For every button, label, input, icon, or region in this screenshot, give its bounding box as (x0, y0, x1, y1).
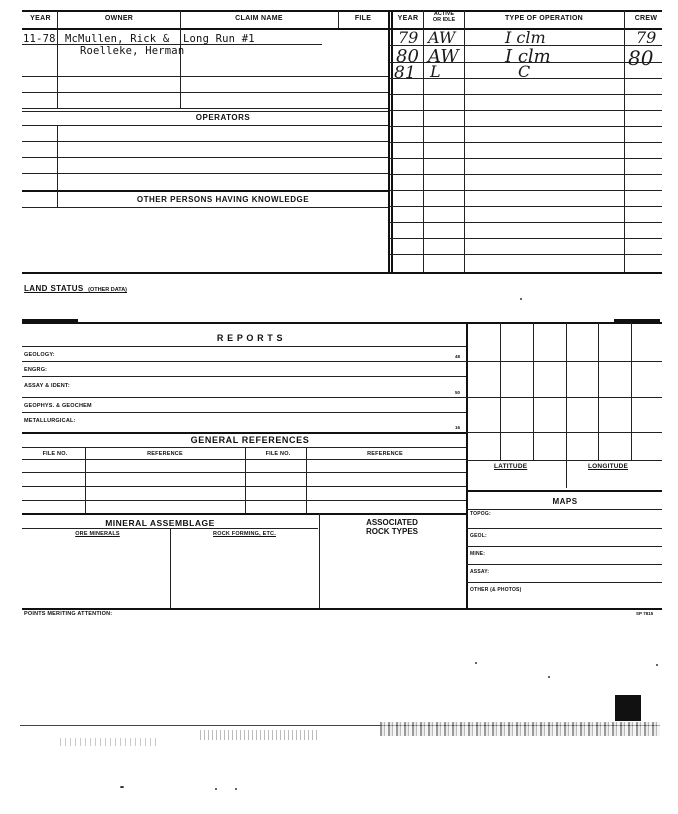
latitude-label: LATITUDE (494, 463, 528, 470)
points-meriting-attention: POINTS MERITING ATTENTION: (24, 611, 113, 617)
associated-line1: ASSOCIATED (366, 518, 418, 527)
reports-num-50: 50 (455, 390, 461, 395)
header-active-line1: ACTIVE (433, 11, 455, 17)
maps-row-topog: TOPOG: (470, 511, 491, 517)
ore-minerals-label: ORE MINERALS (75, 531, 120, 537)
maps-row-assay: ASSAY: (470, 569, 490, 575)
activity-row-2-operation: I clm (505, 46, 551, 67)
activity-row-2-crew: 80 (628, 46, 654, 70)
activity-row-3-year: 81 (394, 63, 416, 83)
activity-row-1-operation: I clm (505, 28, 546, 47)
reports-row-assay: ASSAY & IDENT: (24, 383, 70, 389)
land-status-label (24, 278, 127, 296)
activity-row-3-status: L (430, 62, 441, 81)
activity-row-3-operation: C (518, 62, 531, 81)
refs-col-reference: REFERENCE (147, 451, 183, 457)
header-year: YEAR (30, 15, 51, 22)
header-year-2: YEAR (397, 15, 419, 22)
activity-row-1-year: 79 (398, 28, 419, 47)
entry-year: 11-78 (23, 33, 56, 45)
reports-num-16: 16 (455, 425, 461, 430)
reports-num-48: 48 (455, 354, 461, 359)
activity-row-1-crew: 79 (636, 28, 657, 47)
associated-line2: ROCK TYPES (365, 527, 418, 536)
maps-title: MAPS (552, 497, 578, 506)
top-record-table (0, 0, 678, 278)
header-file: FILE (354, 15, 372, 22)
entry-owner-line2: Roelleke, Herman (80, 45, 185, 57)
reports-row-geology: GEOLOGY: (24, 352, 55, 358)
header-active-or-idle (425, 11, 463, 23)
reports-row-metallurgical: METALLURGICAL: (24, 418, 76, 424)
scan-artifact-area (0, 690, 678, 814)
general-references-title: GENERAL REFERENCES (190, 435, 310, 445)
refs-col-file-no: FILE NO. (42, 451, 68, 457)
maps-row-mine: MINE: (470, 551, 486, 557)
lower-form (0, 300, 678, 620)
rock-forming-label: ROCK FORMING, ETC. (213, 531, 276, 537)
longitude-label: LONGITUDE (588, 463, 629, 470)
refs-col-file-no-2: FILE NO. (265, 451, 291, 457)
reports-row-engrg: ENGRG: (24, 367, 48, 373)
reports-title: R E P O R T S (216, 333, 284, 343)
activity-row-2-status: AW (428, 46, 459, 67)
activity-row-2-year: 80 (396, 46, 419, 67)
entry-owner-line1: McMullen, Rick & (65, 33, 170, 45)
mineral-assemblage-title: MINERAL ASSEMBLAGE (105, 518, 215, 528)
header-type-of-operation: TYPE OF OPERATION (504, 15, 584, 22)
header-active-line2: OR IDLE (432, 17, 456, 23)
form-code: SP 7815 (636, 611, 654, 616)
land-status-main: LAND STATUS (24, 284, 84, 293)
maps-row-geol: GEOL: (470, 533, 487, 539)
refs-col-reference-2: REFERENCE (367, 451, 403, 457)
header-owner: OWNER (104, 15, 134, 22)
maps-row-other: OTHER (& PHOTOS) (470, 587, 522, 593)
operators-label: OPERATORS (195, 113, 251, 122)
land-status-sub: (OTHER DATA) (88, 287, 128, 293)
associated-rock-types (322, 518, 462, 536)
header-crew: CREW (634, 15, 658, 22)
other-persons-label: OTHER PERSONS HAVING KNOWLEDGE (136, 195, 310, 204)
entry-claim-name: Long Run #1 (183, 33, 255, 45)
reports-row-geophys: GEOPHYS. & GEOCHEM (24, 403, 92, 409)
activity-row-1-status: AW (428, 28, 456, 47)
header-claim-name: CLAIM NAME (235, 15, 283, 22)
